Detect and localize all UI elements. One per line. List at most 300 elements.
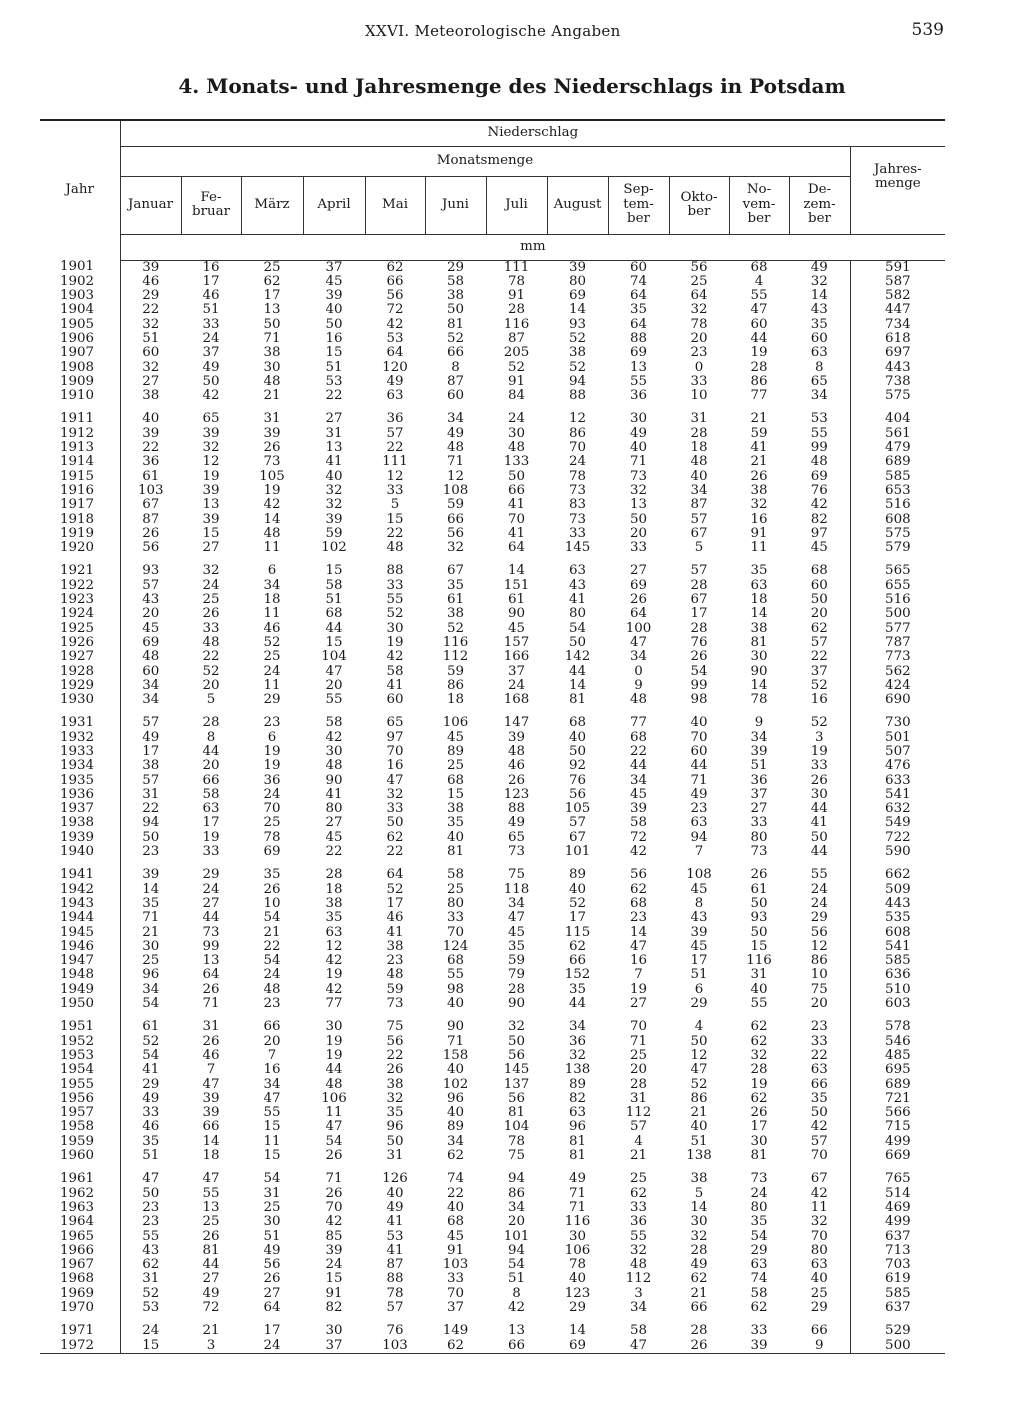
month-value-cell: 45	[810, 540, 828, 556]
month-value-cell: 0	[634, 663, 643, 679]
month-value-cell: 63	[325, 924, 343, 940]
table-row	[40, 607, 945, 621]
month-value-cell: 42	[325, 729, 343, 745]
annual-total-cell: 541	[850, 788, 945, 802]
month-value-cell: 116	[564, 1214, 591, 1230]
annual-total-cell: 443	[850, 897, 945, 911]
month-value-cell: 67	[120, 498, 181, 512]
month-value-cell: 15	[202, 525, 220, 541]
month-value-cell: 40	[690, 1119, 708, 1135]
month-value-cell: 14	[507, 563, 526, 579]
month-value-cell: 10	[263, 895, 281, 911]
month-value-cell: 38	[120, 389, 181, 403]
table-row	[40, 759, 945, 773]
month-header-line: ber	[747, 211, 771, 227]
month-value-cell: 37	[750, 786, 768, 802]
month-value-cell: 60	[629, 259, 648, 275]
month-value-cell: 54	[263, 1171, 281, 1187]
month-value-cell: 86	[568, 425, 587, 441]
month-value-cell: 30	[263, 1214, 281, 1230]
month-value-cell: 39	[202, 511, 220, 527]
month-value-cell: 55	[263, 1105, 281, 1121]
month-value-cell: 49	[629, 425, 648, 441]
table-row	[40, 564, 945, 578]
month-value-cell: 5	[694, 1185, 704, 1201]
month-value-cell: 80	[810, 1242, 828, 1258]
month-value-cell: 26	[629, 592, 648, 608]
annual-total-cell: 703	[850, 1258, 945, 1272]
table-row	[40, 1215, 945, 1229]
annual-total-cell: 516	[850, 498, 945, 512]
month-value-cell: 40	[568, 729, 587, 745]
month-value-cell: 63	[386, 388, 404, 404]
month-value-cell: 23	[120, 845, 181, 859]
month-value-cell: 55	[202, 1185, 220, 1201]
month-value-cell: 64	[629, 316, 648, 332]
month-value-cell: 47	[202, 1076, 220, 1092]
month-value-cell: 51	[120, 1149, 181, 1163]
month-value-cell: 68	[446, 1214, 465, 1230]
year-cell: 1971	[60, 1323, 95, 1339]
month-value-cell: 32	[202, 563, 220, 579]
month-value-cell: 5	[390, 497, 400, 513]
month-value-cell: 32	[386, 786, 404, 802]
year-cell: 1926	[60, 634, 95, 650]
month-value-cell: 22	[386, 440, 404, 456]
annual-total-cell: 618	[850, 332, 945, 346]
month-value-cell: 9	[754, 715, 764, 731]
month-value-cell: 26	[202, 981, 220, 997]
table-row	[40, 911, 945, 925]
month-value-cell: 82	[568, 1090, 587, 1106]
year-cell: 1946	[60, 938, 95, 954]
month-value-cell: 36	[629, 388, 648, 404]
month-value-cell: 58	[202, 786, 220, 802]
month-value-cell: 81	[750, 1148, 768, 1164]
month-value-cell: 14	[263, 511, 281, 527]
month-value-cell: 17	[386, 895, 404, 911]
year-cell: 1934	[60, 758, 95, 774]
month-value-cell: 62	[263, 273, 281, 289]
month-value-cell: 66	[446, 511, 465, 527]
month-value-cell: 66	[486, 1339, 547, 1354]
month-value-cell: 87	[120, 513, 181, 527]
month-value-cell: 54	[568, 620, 587, 636]
month-value-cell: 7	[267, 1047, 277, 1063]
year-cell: 1912	[60, 425, 95, 441]
table-row	[40, 1020, 945, 1034]
month-value-cell: 33	[690, 373, 708, 389]
table-row	[40, 868, 945, 882]
annual-total-cell: 787	[850, 636, 945, 650]
month-value-cell: 123	[503, 786, 530, 802]
month-value-cell: 70	[568, 440, 587, 456]
annual-total-cell: 690	[850, 693, 945, 707]
month-value-cell: 22	[629, 744, 648, 759]
month-value-cell: 73	[386, 996, 404, 1012]
month-value-cell: 13	[202, 953, 220, 969]
annual-total-cell: 507	[850, 745, 945, 759]
month-value-cell: 47	[263, 1090, 281, 1106]
annual-total-cell: 404	[850, 412, 945, 426]
month-value-cell: 20	[690, 330, 708, 346]
month-value-cell: 66	[507, 482, 526, 498]
annual-total-cell: 734	[850, 318, 945, 332]
month-value-cell: 65	[507, 829, 526, 845]
month-value-cell: 87	[386, 1257, 404, 1273]
month-value-cell: 66	[810, 1323, 828, 1339]
month-value-cell: 65	[810, 373, 828, 389]
month-value-cell: 27	[202, 895, 220, 911]
month-value-cell: 12	[202, 454, 220, 470]
annual-total-cell: 715	[850, 1120, 945, 1134]
month-value-cell: 13	[202, 497, 220, 513]
month-value-cell: 78	[507, 273, 526, 289]
month-value-cell: 51	[750, 758, 768, 774]
month-value-cell: 25	[120, 954, 181, 968]
month-value-cell: 17	[568, 910, 587, 926]
month-value-cell: 49	[120, 731, 181, 745]
month-value-cell: 142	[564, 649, 591, 665]
month-value-cell: 54	[690, 663, 708, 679]
month-value-cell: 3	[814, 729, 824, 745]
month-value-cell: 72	[386, 302, 404, 318]
month-value-cell: 32	[202, 440, 220, 456]
annual-total-cell: 697	[850, 346, 945, 360]
month-value-cell: 30	[629, 411, 648, 427]
month-value-cell: 78	[568, 1257, 587, 1273]
month-value-cell: 60	[446, 388, 465, 404]
month-value-cell: 15	[325, 345, 343, 361]
month-value-cell: 12	[325, 938, 343, 954]
month-value-cell: 29	[446, 259, 465, 275]
month-value-cell: 76	[568, 772, 587, 788]
month-value-cell: 75	[386, 1019, 404, 1035]
table-row	[40, 1258, 945, 1272]
month-value-cell: 26	[325, 1185, 343, 1201]
month-value-cell: 101	[503, 1228, 530, 1244]
month-value-cell: 62	[120, 1258, 181, 1272]
month-value-cell: 28	[507, 302, 526, 318]
annual-total-cell: 443	[850, 361, 945, 375]
month-value-cell: 42	[386, 316, 404, 332]
month-value-cell: 20	[263, 1033, 281, 1049]
month-value-cell: 37	[810, 663, 828, 679]
table-row	[40, 716, 945, 730]
page-number: 539	[911, 20, 944, 40]
month-value-cell: 78	[568, 468, 587, 484]
month-value-cell: 80	[750, 1199, 768, 1215]
annual-total-cell: 546	[850, 1035, 945, 1049]
month-value-cell: 11	[810, 1199, 828, 1215]
table-row	[40, 693, 945, 707]
month-value-cell: 64	[386, 867, 404, 883]
month-value-cell: 6	[267, 729, 277, 745]
month-value-cell: 13	[325, 440, 343, 456]
table-body	[40, 260, 945, 1353]
month-value-cell: 22	[120, 303, 181, 317]
year-cell: 1960	[60, 1148, 95, 1164]
month-value-cell: 78	[507, 1133, 526, 1149]
month-value-cell: 28	[690, 1242, 708, 1258]
month-value-cell: 27	[629, 563, 648, 579]
month-value-cell: 61	[120, 1020, 181, 1034]
month-value-cell: 45	[120, 622, 181, 636]
month-value-cell: 40	[690, 715, 708, 731]
month-value-cell: 39	[690, 924, 708, 940]
table-row	[40, 650, 945, 664]
month-value-cell: 39	[750, 744, 768, 759]
month-value-cell: 73	[202, 924, 220, 940]
month-value-cell: 45	[690, 881, 708, 897]
table-row	[40, 275, 945, 289]
month-value-cell: 62	[690, 1271, 708, 1287]
month-value-cell: 33	[750, 815, 768, 831]
month-value-cell: 64	[690, 288, 708, 304]
month-value-cell: 66	[690, 1299, 708, 1315]
month-value-cell: 68	[446, 772, 465, 788]
month-header-line: Fe-	[200, 189, 222, 205]
month-value-cell: 84	[507, 388, 526, 404]
month-value-cell: 69	[568, 288, 587, 304]
table-row	[40, 802, 945, 816]
month-value-cell: 81	[202, 1242, 220, 1258]
month-value-cell: 94	[507, 1171, 526, 1187]
month-value-cell: 112	[625, 1105, 652, 1121]
year-cell: 1962	[60, 1185, 95, 1201]
annual-total-cell: 549	[850, 816, 945, 830]
month-value-cell: 166	[503, 649, 530, 665]
month-value-cell: 60	[120, 346, 181, 360]
month-header	[181, 176, 241, 234]
month-value-cell: 68	[629, 729, 648, 745]
running-head-title: XXVI. Meteorologische Angaben	[365, 22, 621, 40]
table-row	[40, 1106, 945, 1120]
year-cell: 1957	[60, 1105, 95, 1121]
month-value-cell: 19	[263, 482, 281, 498]
month-value-cell: 71	[629, 1033, 648, 1049]
unit-header: mm	[120, 234, 945, 260]
month-value-cell: 25	[690, 273, 708, 289]
month-value-cell: 52	[810, 715, 828, 731]
month-value-cell: 53	[810, 411, 828, 427]
month-value-cell: 104	[503, 1119, 530, 1135]
table-row	[40, 983, 945, 997]
month-value-cell: 27	[202, 1271, 220, 1287]
annual-total-cell: 689	[850, 455, 945, 469]
month-value-cell: 20	[202, 677, 220, 693]
month-value-cell: 8	[206, 729, 216, 745]
month-value-cell: 42	[507, 1299, 526, 1315]
month-value-cell: 86	[446, 677, 465, 693]
month-value-cell: 32	[629, 1242, 648, 1258]
month-value-cell: 41	[325, 454, 343, 470]
month-value-cell: 80	[750, 829, 768, 845]
month-header	[789, 176, 850, 234]
year-cell: 1920	[60, 540, 95, 556]
table-row	[40, 1135, 945, 1149]
month-value-cell: 24	[507, 411, 526, 427]
month-value-cell: 55	[750, 288, 768, 304]
month-value-cell: 96	[446, 1090, 465, 1106]
month-value-cell: 42	[325, 981, 343, 997]
month-value-cell: 46	[263, 620, 281, 636]
annual-total-cell: 590	[850, 845, 945, 859]
month-header-line: April	[317, 196, 351, 212]
month-value-cell: 15	[325, 634, 343, 650]
month-value-cell: 46	[507, 758, 526, 774]
month-value-cell: 106	[442, 715, 469, 731]
month-value-cell: 19	[750, 1076, 768, 1092]
table-row	[40, 845, 945, 859]
month-value-cell: 35	[120, 897, 181, 911]
month-value-cell: 62	[750, 1299, 768, 1315]
month-value-cell: 19	[629, 981, 648, 997]
month-value-cell: 71	[202, 996, 220, 1012]
month-value-cell: 70	[263, 801, 281, 817]
month-value-cell: 55	[629, 373, 648, 389]
month-value-cell: 34	[263, 1076, 281, 1092]
month-value-cell: 16	[325, 330, 343, 346]
precipitation-table	[40, 119, 945, 1354]
month-value-cell: 45	[690, 938, 708, 954]
month-value-cell: 73	[568, 511, 587, 527]
month-value-cell: 34	[120, 693, 181, 707]
month-value-cell: 71	[629, 454, 648, 470]
month-value-cell: 8	[814, 359, 824, 375]
month-value-cell: 42	[810, 1119, 828, 1135]
month-value-cell: 32	[810, 1214, 828, 1230]
year-cell: 1959	[60, 1133, 95, 1149]
month-value-cell: 24	[202, 881, 220, 897]
month-value-cell: 31	[120, 1272, 181, 1286]
month-value-cell: 37	[507, 663, 526, 679]
annual-total-cell: 738	[850, 375, 945, 389]
table-row	[40, 513, 945, 527]
month-value-cell: 85	[325, 1228, 343, 1244]
year-cell: 1951	[60, 1019, 95, 1035]
month-value-cell: 49	[120, 1092, 181, 1106]
month-value-cell: 17	[263, 288, 281, 304]
month-value-cell: 70	[386, 744, 404, 759]
month-value-cell: 55	[446, 967, 465, 983]
table-row	[40, 1301, 945, 1315]
month-value-cell: 58	[446, 273, 465, 289]
month-value-cell: 31	[263, 411, 281, 427]
month-value-cell: 13	[629, 359, 648, 375]
month-value-cell: 45	[629, 786, 648, 802]
month-value-cell: 56	[568, 786, 587, 802]
month-value-cell: 22	[386, 844, 404, 860]
month-value-cell: 35	[263, 867, 281, 883]
annual-total-cell: 424	[850, 679, 945, 693]
month-value-cell: 47	[690, 1062, 708, 1078]
annual-total-cell: 585	[850, 470, 945, 484]
month-value-cell: 23	[629, 910, 648, 926]
annual-total-cell: 579	[850, 541, 945, 555]
month-value-cell: 9	[634, 677, 643, 693]
year-cell: 1964	[60, 1214, 95, 1230]
month-value-cell: 33	[120, 1106, 181, 1120]
month-value-cell: 55	[386, 592, 404, 608]
annual-total-cell: 636	[850, 968, 945, 982]
month-value-cell: 58	[750, 1285, 768, 1301]
annual-total-cell: 499	[850, 1135, 945, 1149]
table-row	[40, 831, 945, 845]
month-value-cell: 49	[386, 373, 404, 389]
table-row	[40, 579, 945, 593]
month-value-cell: 46	[202, 288, 220, 304]
month-value-cell: 11	[263, 540, 281, 556]
month-header-line: Sep-	[623, 182, 654, 198]
month-value-cell: 39	[325, 511, 343, 527]
month-value-cell: 51	[202, 302, 220, 318]
month-value-cell: 89	[446, 1119, 465, 1135]
month-value-cell: 28	[750, 359, 768, 375]
month-value-cell: 16	[750, 511, 768, 527]
year-cell: 1916	[60, 482, 95, 498]
month-value-cell: 64	[629, 606, 648, 622]
month-header	[425, 176, 486, 234]
month-value-cell: 24	[810, 881, 828, 897]
month-value-cell: 32	[120, 318, 181, 332]
month-value-cell: 34	[446, 411, 465, 427]
month-value-cell: 22	[325, 388, 343, 404]
month-value-cell: 40	[446, 1062, 465, 1078]
month-value-cell: 48	[507, 440, 526, 456]
month-value-cell: 44	[810, 801, 828, 817]
year-cell: 1955	[60, 1076, 95, 1092]
month-value-cell: 26	[202, 606, 220, 622]
month-value-cell: 21	[629, 1148, 648, 1164]
month-value-cell: 38	[120, 759, 181, 773]
month-value-cell: 48	[386, 540, 404, 556]
month-value-cell: 78	[263, 829, 281, 845]
table-row	[40, 954, 945, 968]
month-header-line: De-	[807, 182, 832, 198]
month-value-cell: 48	[202, 634, 220, 650]
month-value-cell: 52	[446, 620, 465, 636]
month-value-cell: 60	[386, 692, 404, 708]
month-value-cell: 20	[120, 607, 181, 621]
month-value-cell: 93	[568, 316, 587, 332]
month-value-cell: 26	[386, 1062, 404, 1078]
month-value-cell: 52	[446, 330, 465, 346]
month-value-cell: 31	[202, 1019, 220, 1035]
month-value-cell: 25	[629, 1047, 648, 1063]
month-value-cell: 45	[507, 620, 526, 636]
month-value-cell: 92	[568, 758, 587, 774]
table-row	[40, 1272, 945, 1286]
month-value-cell: 61	[507, 592, 526, 608]
table-row	[40, 260, 945, 275]
year-cell: 1904	[60, 302, 95, 318]
month-value-cell: 52	[690, 1076, 708, 1092]
month-value-cell: 46	[120, 275, 181, 289]
monatsmenge-header: Monatsmenge	[120, 146, 850, 176]
month-value-cell: 11	[263, 606, 281, 622]
month-value-cell: 32	[690, 302, 708, 318]
month-value-cell: 49	[690, 1257, 708, 1273]
month-header-line: No-	[746, 182, 772, 198]
month-value-cell: 123	[564, 1285, 591, 1301]
month-value-cell: 54	[263, 910, 281, 926]
month-value-cell: 3	[634, 1285, 643, 1301]
table-row	[40, 470, 945, 484]
month-value-cell: 40	[446, 829, 465, 845]
month-value-cell: 17	[690, 953, 708, 969]
month-value-cell: 66	[810, 1076, 828, 1092]
